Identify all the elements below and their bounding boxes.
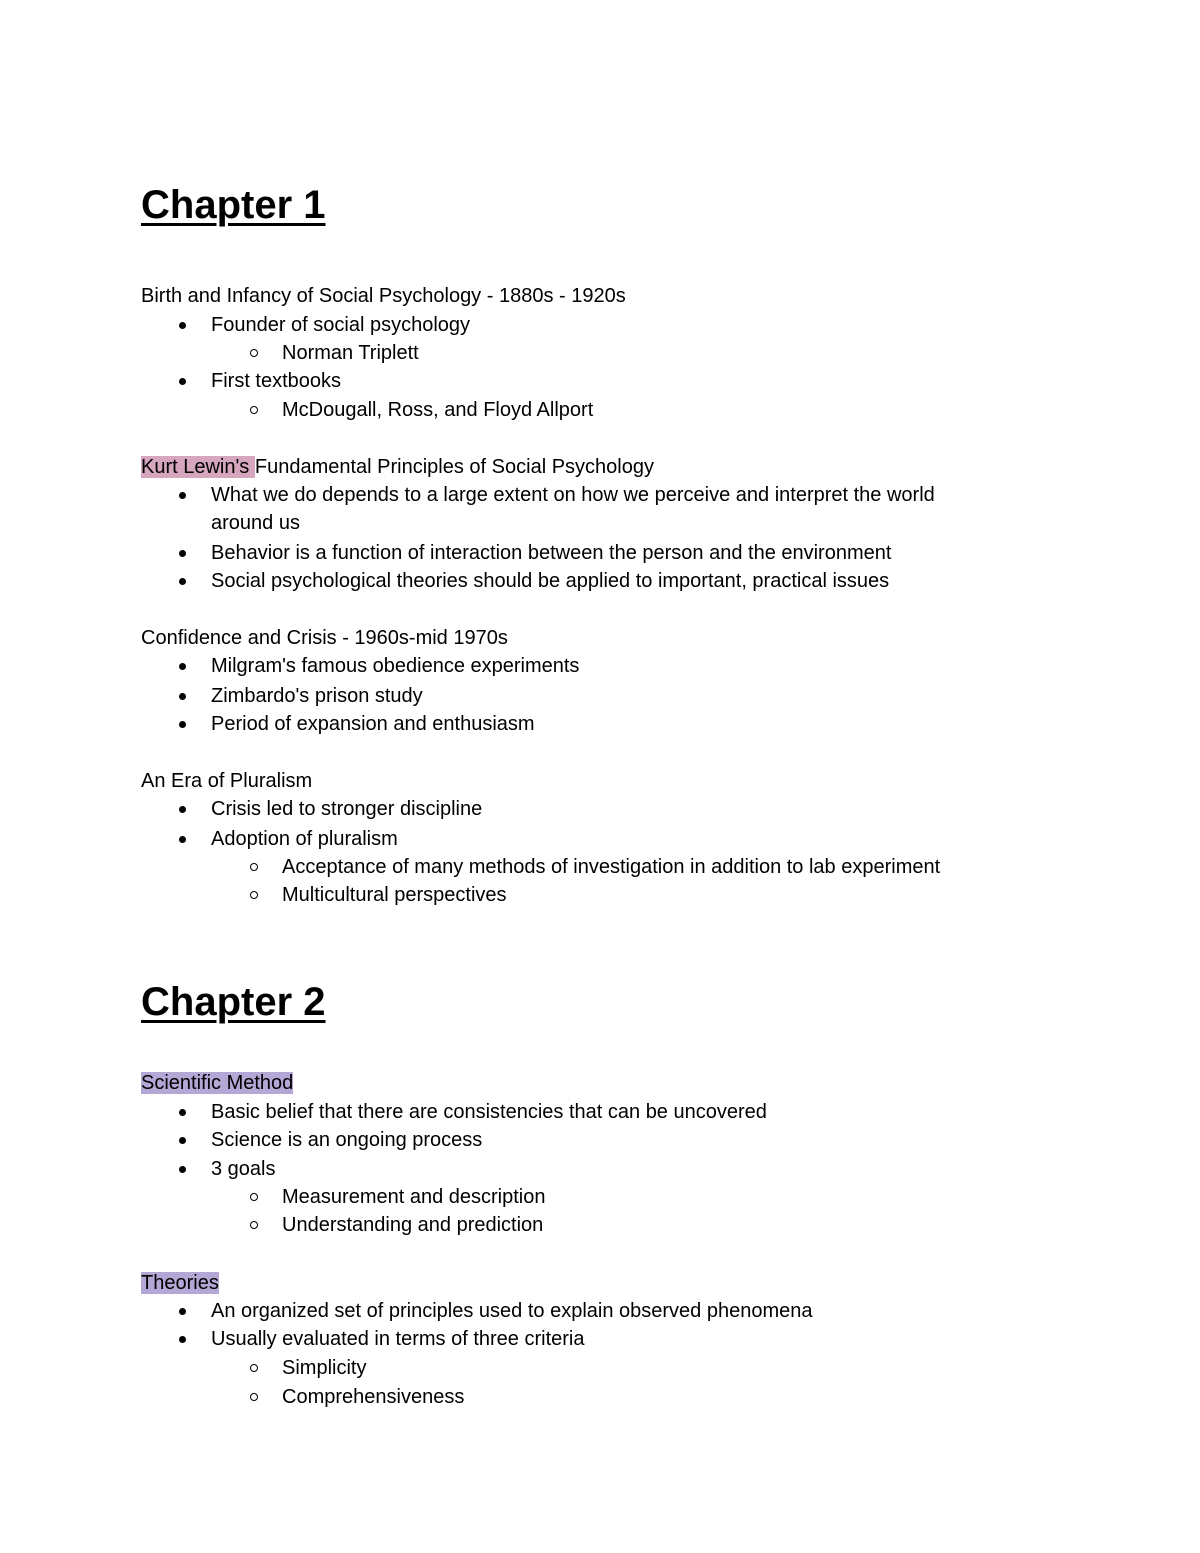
bullet-icon (179, 578, 186, 585)
list-item-text: Norman Triplett (282, 342, 419, 364)
list-item-text: Zimbardo's prison study (211, 685, 423, 707)
list-item-text: First textbooks (211, 370, 342, 392)
chapter-1-title: Chapter 1 (141, 183, 326, 227)
list-item-text: Multicultural perspectives (282, 884, 507, 906)
chapter-2-title: Chapter 2 (141, 980, 326, 1024)
bullet-icon (179, 1336, 186, 1343)
list-item-text: Acceptance of many methods of investigation in addition to lab experiment (282, 856, 941, 878)
hollow-bullet-icon (250, 891, 258, 899)
section-heading-theories (141, 1269, 219, 1297)
list-item-text: Measurement and description (282, 1186, 546, 1208)
section-heading-birth-infancy: Birth and Infancy of Social Psychology - 1880s - 1920s (141, 285, 626, 307)
list-item-text: Science is an ongoing process (211, 1129, 483, 1151)
highlighted-text: Scientific Method (141, 1072, 294, 1094)
hollow-bullet-icon (250, 1221, 258, 1229)
list-item-text: An organized set of principles used to explain observed phenomena (211, 1300, 813, 1322)
list-item-text: Usually evaluated in terms of three criteria (211, 1328, 585, 1350)
hollow-bullet-icon (250, 406, 258, 414)
bullet-icon (179, 663, 186, 670)
bullet-icon (179, 1308, 186, 1315)
bullet-icon (179, 492, 186, 499)
highlighted-text: Theories (141, 1272, 219, 1294)
bullet-icon (179, 693, 186, 700)
bullet-icon (179, 1166, 186, 1173)
list-item-text: Adoption of pluralism (211, 828, 398, 850)
bullet-icon (179, 806, 186, 813)
bullet-icon (179, 378, 186, 385)
list-item-text: McDougall, Ross, and Floyd Allport (282, 399, 594, 421)
bullet-icon (179, 721, 186, 728)
list-item-text: Period of expansion and enthusiasm (211, 713, 535, 735)
highlighted-text: Kurt Lewin's (141, 456, 255, 478)
section-heading-era-pluralism: An Era of Pluralism (141, 770, 313, 792)
bullet-icon (179, 550, 186, 557)
bullet-icon (179, 1137, 186, 1144)
list-item-text: Basic belief that there are consistencies that can be uncovered (211, 1101, 767, 1123)
hollow-bullet-icon (250, 1193, 258, 1201)
list-item-text: Behavior is a function of interaction between the person and the environment (211, 542, 892, 564)
hollow-bullet-icon (250, 1393, 258, 1401)
list-item-text: Social psychological theories should be applied to important, practical issues (211, 570, 890, 592)
list-item-text: around us (211, 512, 300, 534)
list-item-text: Milgram's famous obedience experiments (211, 655, 580, 677)
hollow-bullet-icon (250, 1364, 258, 1372)
heading-text: Fundamental Principles of Social Psychology (254, 456, 654, 478)
bullet-icon (179, 322, 186, 329)
section-heading-scientific-method (141, 1069, 293, 1097)
hollow-bullet-icon (250, 863, 258, 871)
section-heading-confidence-crisis: Confidence and Crisis - 1960s-mid 1970s (141, 627, 508, 649)
section-heading-kurt-lewin (141, 453, 654, 481)
list-item-text: Comprehensiveness (282, 1386, 465, 1408)
list-item-text: Founder of social psychology (211, 314, 471, 336)
list-item-text: Crisis led to stronger discipline (211, 798, 483, 820)
bullet-icon (179, 1109, 186, 1116)
bullet-icon (179, 836, 186, 843)
list-item-text: 3 goals (211, 1158, 276, 1180)
hollow-bullet-icon (250, 349, 258, 357)
list-item-text: Understanding and prediction (282, 1214, 544, 1236)
list-item-text: Simplicity (282, 1357, 367, 1379)
list-item-text: What we do depends to a large extent on how we perceive and interpret the world (211, 484, 935, 506)
